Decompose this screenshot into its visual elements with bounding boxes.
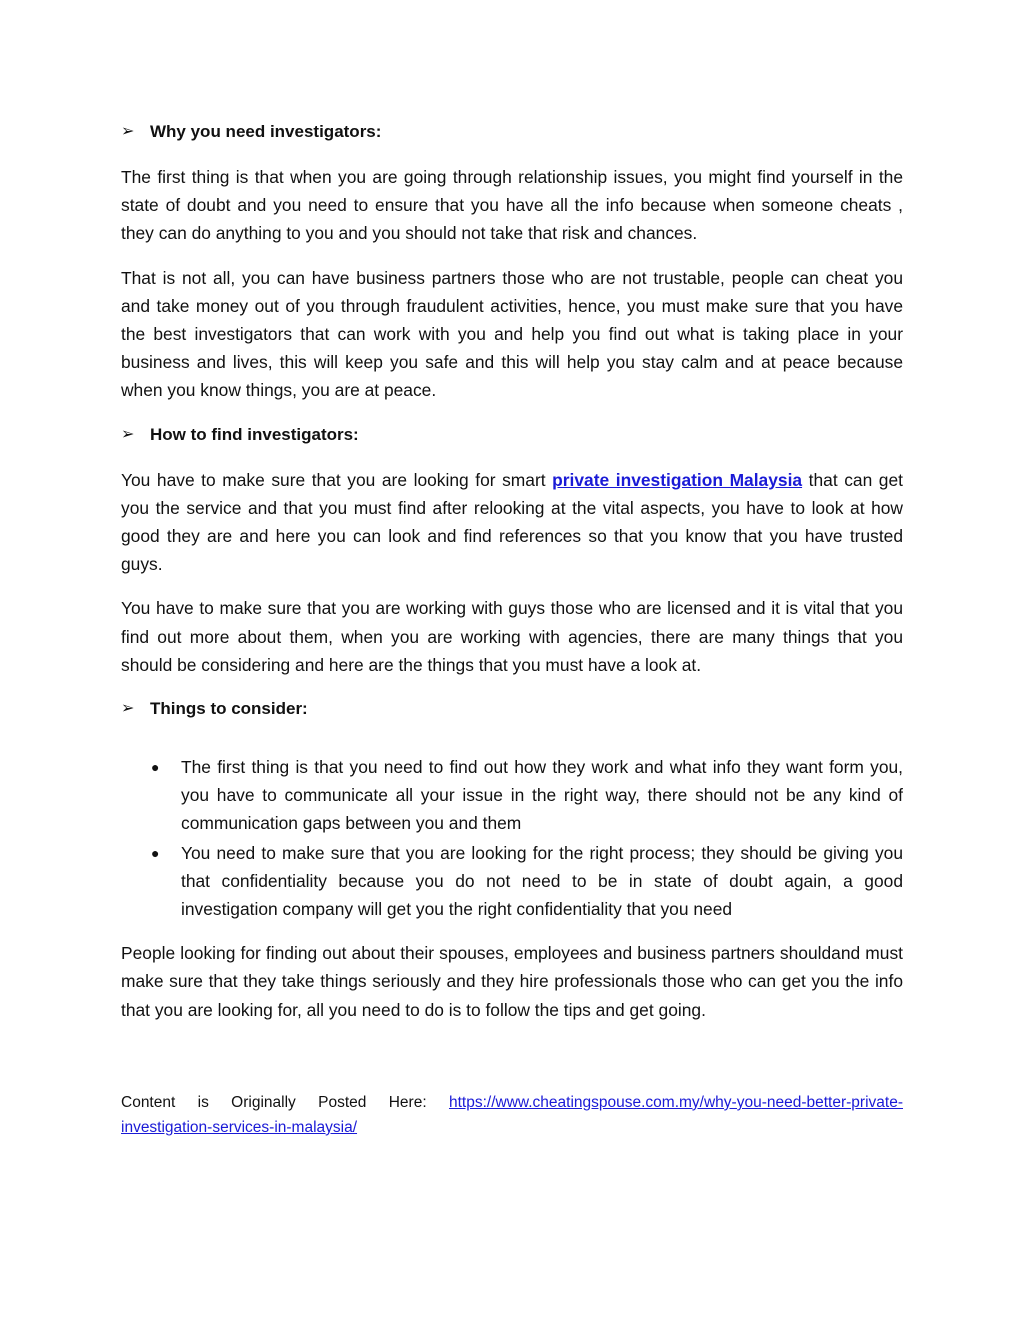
bullet-dot-icon: ●: [151, 759, 160, 776]
list-item: [121, 753, 903, 838]
paragraph: That is not all, you can have business partners those who are not trustable, people can cheat you and take money out of you through fraudulent activities, hence, you must make sure that you have the best investigators that can work with you and help you find out what is taking place in your business and lives, this will keep you safe and this will help you stay calm and at peace because when you know things, you are at peace.: [121, 267, 903, 401]
list-item: [121, 839, 903, 924]
paragraph: [121, 466, 903, 579]
section-heading-why: [121, 118, 903, 146]
section-heading-things: [121, 695, 903, 723]
source-label: Content is Originally Posted Here:: [121, 1093, 449, 1111]
heading-text: Things to consider:: [150, 699, 308, 719]
section-heading-how: [121, 421, 903, 449]
arrow-bullet-icon: ➢: [121, 425, 135, 443]
closing-paragraph: People looking for finding out about their spouses, employees and business partners shouldand must make sure that they take things seriously and they hire professionals those who can get you the info that you are looking for, all you need to do is to follow the tips and get going.: [121, 943, 903, 1020]
source-footer: [121, 1090, 903, 1140]
paragraph-text: You have to make sure that you are looking for smart: [121, 469, 553, 490]
paragraph: The first thing is that when you are going through relationship issues, you might find yourself in the state of doubt and you need to ensure that you have all the info because when someone cheats , they can do anything to you and you should not take that risk and chances.: [121, 167, 903, 244]
heading-text: How to find investigators:: [150, 424, 359, 444]
bullet-list: [121, 753, 903, 923]
list-item-text: You need to make sure that you are looking for the right process; they should be giving you that confidentiality because you do not need to be in state of doubt again, a good investigation company will get you the right confidentiality that you need: [181, 842, 903, 920]
bullet-dot-icon: ●: [151, 844, 160, 861]
paragraph-text: that can get you the service and that you must find after relooking at the vital aspects, you have to look at how good they are and here you can look and find references so that you know that you have trusted guys.: [121, 469, 903, 575]
heading-text: Why you need investigators:: [150, 122, 382, 141]
document-body: [121, 118, 903, 1140]
private-investigation-link[interactable]: private investigation Malaysia: [552, 469, 803, 490]
list-item-text: The first thing is that you need to find out how they work and what info they want form you, you have to communicate all your issue in the right way, there should not be any kind of communication gaps between you and them: [181, 757, 903, 834]
paragraph: You have to make sure that you are working with guys those who are licensed and it is vital that you find out more about them, when you are working with agencies, there are many things that you should be considering and here are the things that you must have a look at.: [121, 598, 903, 675]
arrow-bullet-icon: ➢: [121, 123, 135, 140]
arrow-bullet-icon: ➢: [121, 700, 135, 718]
source-url-link[interactable]: https://www.cheatingspouse.com.my/why-you-need-better-private-investigation-services-in-malaysia/: [121, 1093, 903, 1136]
